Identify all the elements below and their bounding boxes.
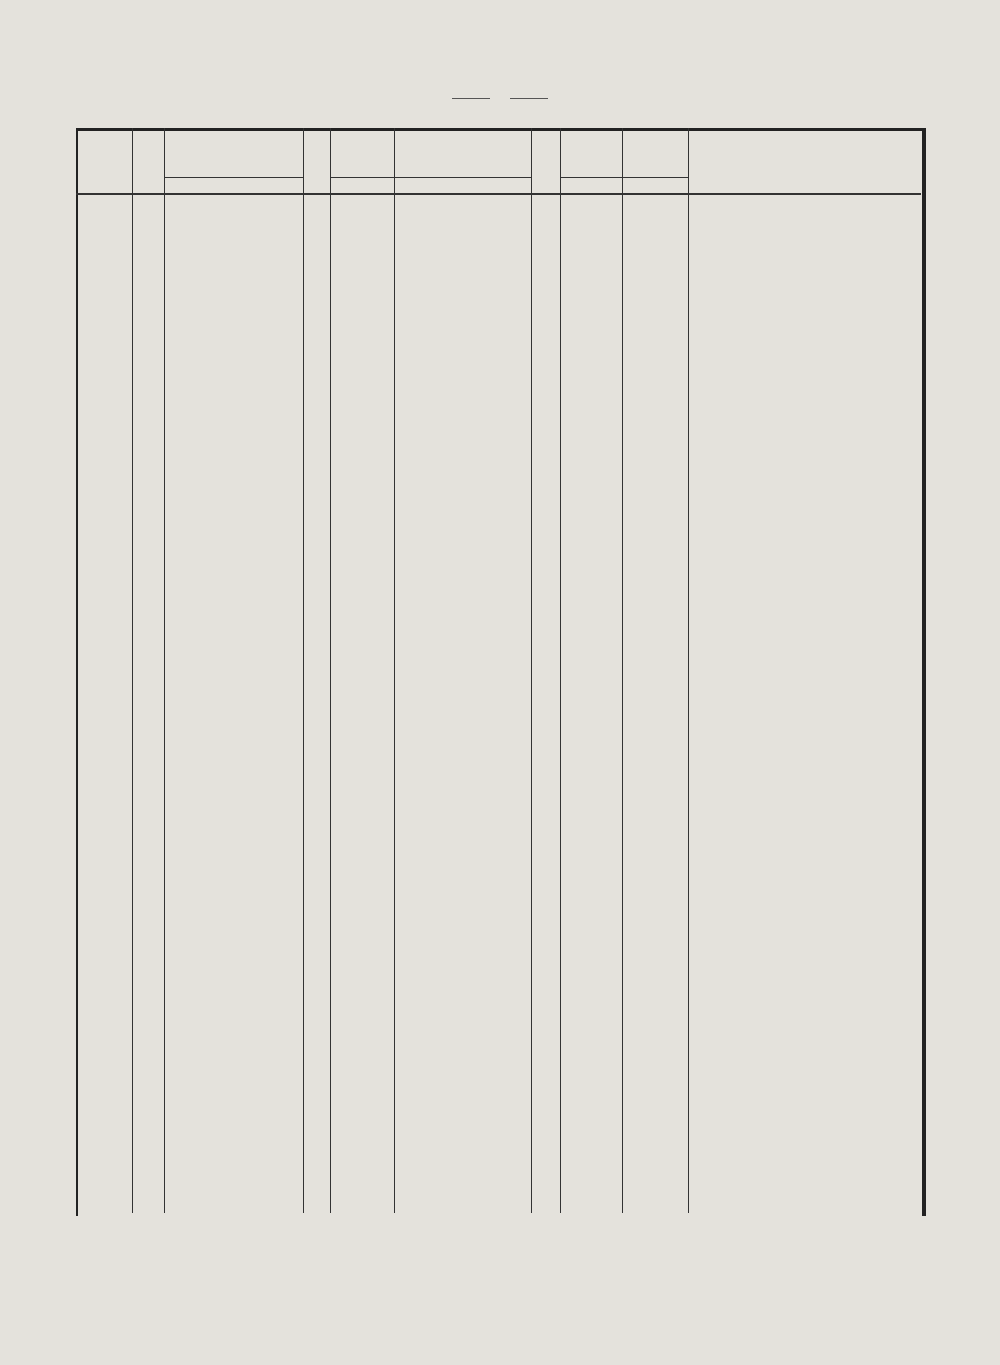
- header-subrule: [560, 177, 622, 178]
- table-frame: [76, 128, 926, 1216]
- column-rule: [132, 128, 133, 1213]
- header-subrule: [330, 177, 394, 178]
- column-rule: [303, 128, 304, 1213]
- column-rule: [330, 128, 331, 1213]
- header-subrule: [622, 177, 688, 178]
- column-rule: [394, 128, 395, 1213]
- header-subrule: [394, 177, 531, 178]
- column-rule: [531, 128, 532, 1213]
- header-subrule: [164, 177, 303, 178]
- column-rule: [622, 128, 623, 1213]
- column-rule: [560, 128, 561, 1213]
- column-rule: [688, 128, 689, 1213]
- column-rule: [164, 128, 165, 1213]
- page-number: [0, 88, 1000, 106]
- header-bottom-rule: [76, 193, 921, 195]
